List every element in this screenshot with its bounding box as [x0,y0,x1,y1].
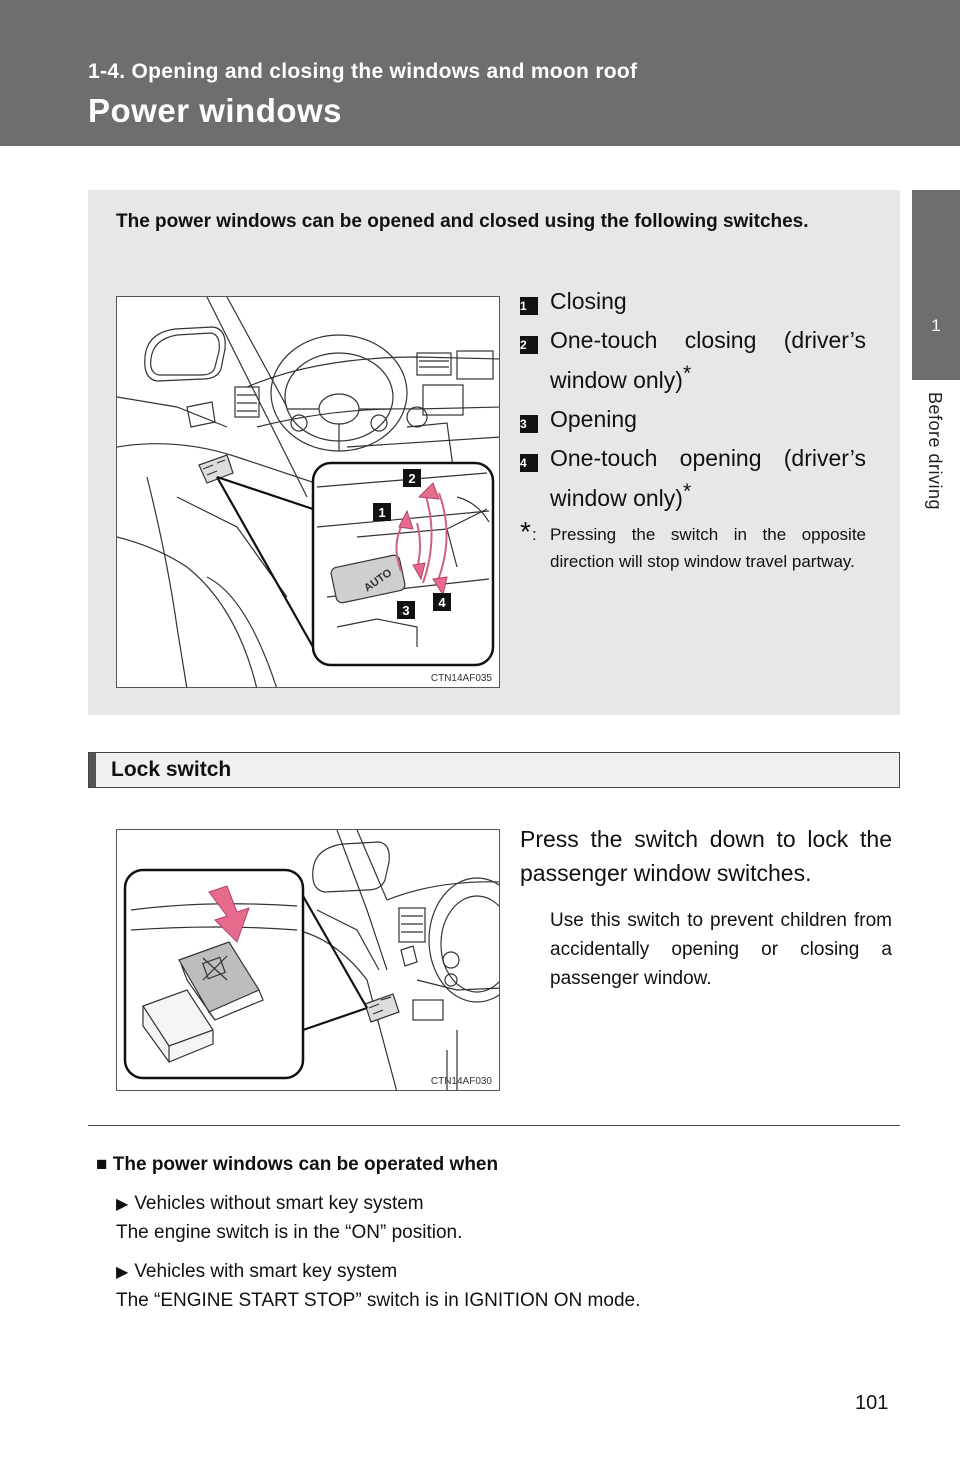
lock-switch-illustration [117,830,500,1091]
legend-text: One-touch closing (driver’s window only) [550,327,866,393]
page-number: 101 [855,1392,889,1414]
note-text: The “ENGINE START STOP” switch is in IGNITION ON mode. [116,1290,641,1311]
note-item-1 [116,1189,424,1219]
callout-2: 2 [408,471,416,486]
lock-switch-note: Use this switch to prevent children from accidentally opening or closing a passenger window. [550,910,892,989]
note-heading-text: The power windows can be operated when [112,1154,499,1175]
door-switch-illustration [117,297,500,688]
legend-text: Closing [550,288,627,314]
legend-list [520,285,866,575]
lock-switch-figure [116,829,500,1091]
note-label: Vehicles with smart key system [134,1261,398,1282]
legend-item [520,442,866,515]
note-bullet: ■ [96,1154,108,1175]
legend-item [520,324,866,397]
footnote-mark: * [520,516,531,547]
callout-3: 3 [402,603,410,618]
chapter-label: Before driving [925,392,945,511]
callout-1: 1 [378,505,386,520]
arrow-icon: ▶ [116,1264,129,1281]
note-text-2 [116,1286,640,1315]
heading-accent [89,753,96,787]
chapter-number: 1 [931,316,941,335]
asterisk-mark: * [682,362,692,385]
legend-text: Opening [550,406,637,432]
intro-text: The power windows can be opened and closed using the following switches. [116,211,809,232]
auto-switch-label: AUTO [361,566,395,595]
footnote [520,516,866,575]
arrow-icon: ▶ [116,1196,129,1213]
legend-number: 2 [520,336,538,354]
figure-code: CTN14AF035 [430,673,492,684]
section-heading: 1-4. Opening and closing the windows and moon roof [88,60,638,83]
legend-text: One-touch opening (driver’s window only) [550,445,866,511]
note-text-1 [116,1218,462,1247]
legend-item [520,403,866,436]
asterisk-mark: * [682,480,692,503]
legend-number: 1 [520,297,538,315]
figure-code: CTN14AF030 [430,1076,492,1087]
page-title: Power windows [88,92,343,129]
lock-switch-description: Press the switch down to lock the passenger window switches. [520,826,892,886]
legend-item [520,285,866,318]
lock-switch-heading-bar [88,752,900,788]
legend-number: 3 [520,415,538,433]
legend-number: 4 [520,454,538,472]
chapter-tab [912,190,960,380]
note-heading [96,1154,498,1176]
footnote-text: Pressing the switch in the opposite direction will stop window travel partway. [550,525,866,571]
power-window-figure [116,296,500,688]
note-item-2 [116,1257,397,1287]
lock-switch-heading: Lock switch [111,758,232,781]
note-text: The engine switch is in the “ON” position. [116,1222,463,1243]
section-divider [88,1125,900,1126]
note-label: Vehicles without smart key system [134,1193,424,1214]
callout-4: 4 [438,595,446,610]
footnote-colon: : [532,525,537,544]
